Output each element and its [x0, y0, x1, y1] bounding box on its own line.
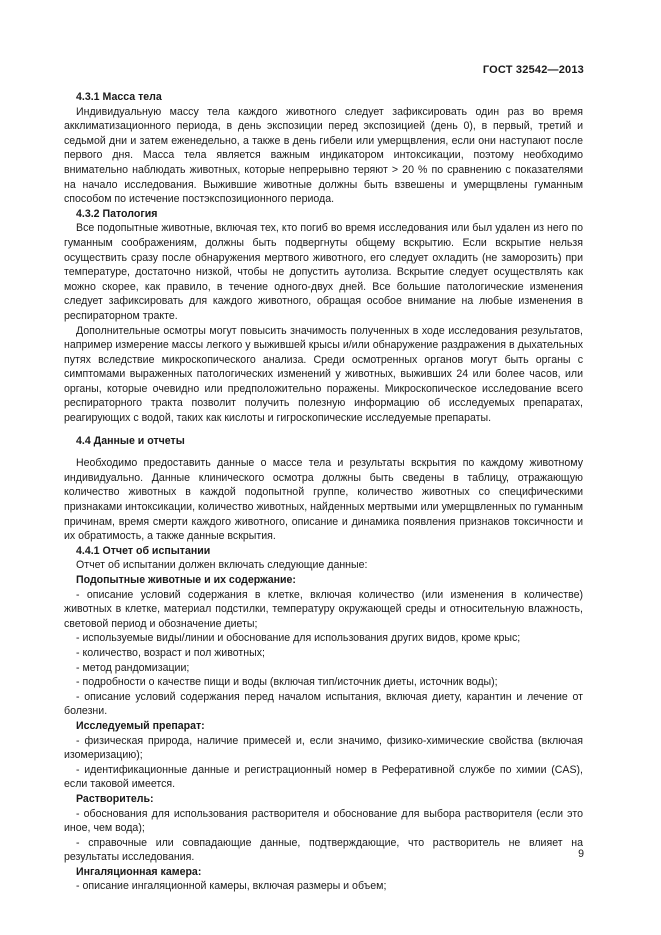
body-paragraph: Индивидуальную массу тела каждого животного следует зафиксировать один раз во время акклиматизационного периода, в день экспозиции перед экспозицией (день 0), в первый, третий и седьмой дни и затем еженедельно, а также в день гибели или умерщвления, если они наступают после первого дня. Масса тела является важным индикатором интоксикации, поэтому необходимо внимательно наблюдать животных, которые непрерывно теряют > 20 % по сравнению с показателями на начало исследования. Выжившие животные должны быть взвешены и умерщвлены гуманным способом по истечение постэкспозиционного периода. — [64, 105, 583, 206]
section-heading: 4.4 Данные и отчеты — [76, 434, 185, 447]
subsection-heading: Растворитель: — [76, 792, 154, 805]
list-item: - справочные или совпадающие данные, подтверждающие, что растворитель не влияет на результаты исследования. — [64, 836, 583, 864]
list-item: - обоснования для использования растворителя и обоснование для выбора растворителя (если это иное, чем вода); — [64, 807, 583, 835]
document-body — [64, 90, 583, 894]
list-item: - количество, возраст и пол животных; — [76, 646, 265, 659]
subsection-heading: Подопытные животные и их содержание: — [76, 574, 296, 586]
list-item: - описание ингаляционной камеры, включая размеры и объем; — [76, 880, 387, 893]
section-heading: 4.3.1 Масса тела — [76, 91, 162, 103]
body-paragraph: Необходимо предоставить данные о массе тела и результаты вскрытия по каждому животному индивидуально. Данные клинического осмотра должны быть сведены в таблицу, отражающую количество животных в каждой подопытной группе, количество животных со специфическими признаками интоксикации, количество животных, найденных мертвыми или умерщвленных по гуманным причинам, время смерти каждого животного, описание и динамика появления признаков токсичности и их обратимость, а также данные вскрытия. — [64, 457, 583, 543]
list-item: - физическая природа, наличие примесей и, если значимо, физико-химические свойства (включая изомеризацию); — [64, 734, 583, 762]
page-number: 9 — [578, 848, 584, 860]
section-heading: 4.4.1 Отчет об испытании — [76, 544, 211, 557]
body-paragraph: Дополнительные осмотры могут повысить значимость полученных в ходе исследования результатов, например измерение массы легкого у выжившей крысы и/или обнаружение раздражения в дыхательных путях вследствие микроскопического анализа. Среди осмотренных органов могут быть органы с симптомами выраженных патологических изменений у животных, выживших 24 или более часов, или органы, которые очевидно или предположительно поражены. Микроскопическое исследование всего респираторного тракта позволит получить полезную информацию об исследуемых препаратах, реагирующих с водой, таких как кислоты и гигроскопические исследуемые препараты. — [64, 324, 583, 425]
list-item: - идентификационные данные и регистрационный номер в Реферативной службе по химии (CAS), если таковой имеется. — [64, 763, 583, 791]
list-item: - описание условий содержания перед началом испытания, включая диету, карантин и лечение от болезни. — [64, 690, 583, 718]
subsection-heading: Исследуемый препарат: — [76, 719, 205, 732]
body-paragraph: Отчет об испытании должен включать следующие данные: — [76, 559, 368, 572]
list-item: - описание условий содержания в клетке, включая количество (или изменения в количестве) животных в клетке, материал подстилки, температуру окружающей среды и относительную влажность, световой период и обозначение диеты; — [64, 588, 583, 630]
body-paragraph: Все подопытные животные, включая тех, кто погиб во время исследования или был удален из него по гуманным соображениям, должны быть подвергнуты общему вскрытию. Если вскрытие нельзя осуществить сразу после обнаружения мертвого животного, его следует охладить (не заморозить) при температуре, достаточно низкой, чтобы не допустить аутолиза. Вскрытие следует осуществлять как можно скорее, как правило, в течение одного-двух дней. Все большие патологические изменения следует зафиксировать для каждого животного, обращая особое внимание на любые изменения в респираторном тракте. — [64, 222, 583, 322]
section-heading: 4.3.2 Патология — [76, 207, 158, 220]
list-item: - метод рандомизации; — [76, 661, 190, 674]
list-item: - подробности о качестве пищи и воды (включая тип/источник диеты, источник воды); — [76, 676, 498, 689]
list-item: - используемые виды/линии и обоснование для использования других видов, кроме крыс; — [76, 632, 521, 645]
document-header: ГОСТ 32542—2013 — [482, 64, 584, 76]
subsection-heading: Ингаляционная камера: — [76, 865, 202, 878]
